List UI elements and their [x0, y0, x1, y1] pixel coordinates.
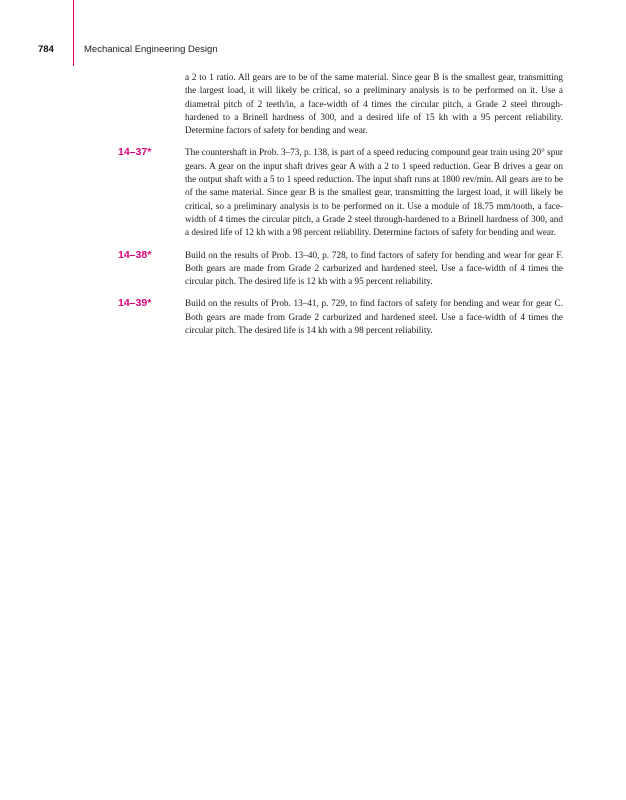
page-number: 784: [38, 44, 54, 55]
problem-text: Build on the results of Prob. 13–40, p. 728, to find factors of safety for bending and wear for gear F. Both gears are made from Grade 2 carburized and hardened steel. Use a face-width of 4 times the circular pitch. The desired life is 12 kh with a 95 percent reliability.: [185, 249, 563, 287]
problem-14-39: [118, 297, 563, 337]
problem-number: 14–39*: [118, 297, 152, 310]
problem-14-38: [118, 248, 563, 289]
problem-number: 14–37*: [118, 146, 152, 159]
problem-text: The countershaft in Prob. 3–73, p. 138, is part of a speed reducing compound gear train using 20° spur gears. A gear on the input shaft drives gear A with a 2 to 1 speed reduction. Gear B drives a gear on the output shaft with a 5 to 1 speed reduction. The input shaft runs at 1800 rev/min. All gears are to be of the same material. Since gear B is the smallest gear, transmitting the largest load, it will likely be critical, so a preliminary analysis is to be performed on it. Use a module of 18.75 mm/tooth, a face-width of 4 times the circular pitch, a Grade 2 steel through-hardened to a Brinell hardness of 300, and a desired life of 12 kh with a 98 percent reliability. Determine factors of safety for bending and wear.: [185, 147, 563, 238]
problem-number: 14–38*: [118, 248, 152, 261]
problem-text: Build on the results of Prob. 13–41, p. 729, to find factors of safety for bending and wear for gear C. Both gears are made from Grade 2 carburized and hardened steel. Use a face-width of 4 times the circular pitch. The desired life is 14 kh with a 98 percent reliability.: [185, 298, 563, 336]
book-title: Mechanical Engineering Design: [84, 44, 218, 55]
continued-problem-text: a 2 to 1 ratio. All gears are to be of the same material. Since gear B is the smallest gear, transmitting the largest load, it will likely be critical, so a preliminary analysis is to be performed on it. Use a diametral pitch of 2 teeth/in, a face-width of 4 times the circular pitch, a Grade 2 steel through-hardened to a Brinell hardness of 300, and a desired life of 15 kh with a 95 percent reliability. Determine factors of safety for bending and wear.: [185, 72, 563, 136]
problem-14-37: [118, 146, 563, 239]
page-body: [0, 71, 626, 346]
margin-rule: [73, 0, 74, 66]
